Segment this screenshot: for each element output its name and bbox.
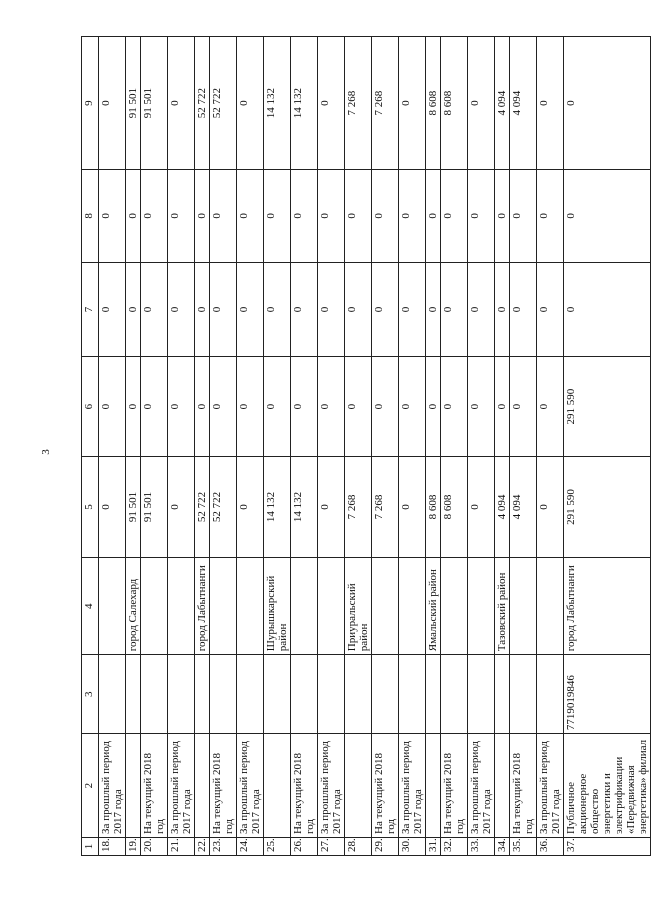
column-number-header (82, 37, 99, 856)
value-cell-5: 0 (318, 456, 345, 558)
value-cell-5: 52 722 (195, 456, 210, 558)
inn-cell (510, 655, 537, 734)
table-row (168, 37, 195, 856)
table-row (141, 37, 168, 856)
value-cell-5: 91 501 (126, 456, 141, 558)
period-cell: За прошлый период 2017 года (468, 734, 495, 838)
period-cell: На текущий 2018 год (372, 734, 399, 838)
territory-cell: Приуральский район (345, 558, 372, 655)
table-row (510, 37, 537, 856)
territory-cell (168, 558, 195, 655)
territory-cell: Ямальский район (426, 558, 441, 655)
value-cell-5: 14 132 (264, 456, 291, 558)
value-cell-5: 0 (99, 456, 126, 558)
row-number-cell: 21. (168, 837, 195, 855)
inn-cell (537, 655, 564, 734)
row-number-cell: 23. (210, 837, 237, 855)
inn-cell (237, 655, 264, 734)
inn-cell (399, 655, 426, 734)
period-cell: За прошлый период 2017 года (318, 734, 345, 838)
value-cell-5: 0 (537, 456, 564, 558)
header-cell: 4 (82, 558, 99, 655)
value-cell-6: 0 (168, 357, 195, 456)
table-row (468, 37, 495, 856)
value-cell-5: 52 722 (210, 456, 237, 558)
value-cell-6: 0 (345, 357, 372, 456)
value-cell-6: 0 (372, 357, 399, 456)
header-cell: 2 (82, 734, 99, 838)
value-cell-6: 0 (126, 357, 141, 456)
value-cell-7: 0 (264, 262, 291, 357)
row-number-cell: 25. (264, 837, 291, 855)
value-cell-9: 14 132 (264, 37, 291, 170)
territory-cell (399, 558, 426, 655)
value-cell-9: 52 722 (195, 37, 210, 170)
value-cell-8: 0 (168, 170, 195, 263)
inn-cell (318, 655, 345, 734)
territory-cell: город Салехард (126, 558, 141, 655)
value-cell-8: 0 (510, 170, 537, 263)
value-cell-9: 14 132 (291, 37, 318, 170)
inn-cell (426, 655, 441, 734)
inn-cell (345, 655, 372, 734)
table-row (441, 37, 468, 856)
value-cell-7: 0 (210, 262, 237, 357)
value-cell-7: 0 (537, 262, 564, 357)
period-cell: За прошлый период 2017 года (168, 734, 195, 838)
value-cell-7: 0 (141, 262, 168, 357)
value-cell-8: 0 (210, 170, 237, 263)
value-cell-7: 0 (510, 262, 537, 357)
value-cell-9: 0 (537, 37, 564, 170)
header-cell: 5 (82, 456, 99, 558)
territory-cell: город Лабытнанги (195, 558, 210, 655)
header-cell: 9 (82, 37, 99, 170)
territory-cell (210, 558, 237, 655)
value-cell-7: 0 (318, 262, 345, 357)
value-cell-5: 4 094 (495, 456, 510, 558)
value-cell-5: 291 590 (564, 456, 651, 558)
table-row (495, 37, 510, 856)
row-number-cell: 31. (426, 837, 441, 855)
period-cell: За прошлый период 2017 года (399, 734, 426, 838)
period-cell: За прошлый период 2017 года (99, 734, 126, 838)
row-number-cell: 36. (537, 837, 564, 855)
value-cell-6: 0 (441, 357, 468, 456)
value-cell-8: 0 (345, 170, 372, 263)
row-number-cell: 35. (510, 837, 537, 855)
period-cell: На текущий 2018 год (510, 734, 537, 838)
value-cell-8: 0 (399, 170, 426, 263)
value-cell-6: 0 (399, 357, 426, 456)
value-cell-7: 0 (399, 262, 426, 357)
value-cell-8: 0 (495, 170, 510, 263)
value-cell-9: 91 501 (126, 37, 141, 170)
value-cell-7: 0 (468, 262, 495, 357)
inn-cell (99, 655, 126, 734)
value-cell-9: 0 (564, 37, 651, 170)
value-cell-6: 0 (99, 357, 126, 456)
value-cell-9: 0 (318, 37, 345, 170)
inn-cell (468, 655, 495, 734)
value-cell-9: 52 722 (210, 37, 237, 170)
value-cell-8: 0 (99, 170, 126, 263)
header-cell: 3 (82, 655, 99, 734)
value-cell-9: 7 268 (372, 37, 399, 170)
value-cell-9: 8 608 (441, 37, 468, 170)
value-cell-8: 0 (264, 170, 291, 263)
rotated-table-container (81, 36, 649, 856)
period-cell: На текущий 2018 год (441, 734, 468, 838)
period-cell: На текущий 2018 год (141, 734, 168, 838)
header-cell: 1 (82, 837, 99, 855)
row-number-cell: 37. (564, 837, 651, 855)
table-row (99, 37, 126, 856)
value-cell-9: 4 094 (495, 37, 510, 170)
table-row (564, 37, 651, 856)
value-cell-6: 0 (195, 357, 210, 456)
row-number-cell: 20. (141, 837, 168, 855)
inn-cell: 7719019846 (564, 655, 651, 734)
table-row (195, 37, 210, 856)
row-number-cell: 30. (399, 837, 426, 855)
value-cell-5: 7 268 (345, 456, 372, 558)
value-cell-7: 0 (441, 262, 468, 357)
table-row (264, 37, 291, 856)
row-number-cell: 26. (291, 837, 318, 855)
value-cell-9: 0 (99, 37, 126, 170)
territory-cell (141, 558, 168, 655)
period-cell (126, 734, 141, 838)
territory-cell: Тазовский район (495, 558, 510, 655)
value-cell-6: 0 (495, 357, 510, 456)
period-cell (345, 734, 372, 838)
table-row (345, 37, 372, 856)
value-cell-5: 91 501 (141, 456, 168, 558)
value-cell-8: 0 (372, 170, 399, 263)
period-cell (264, 734, 291, 838)
value-cell-7: 0 (345, 262, 372, 357)
territory-cell (372, 558, 399, 655)
value-cell-8: 0 (441, 170, 468, 263)
table-row (126, 37, 141, 856)
value-cell-7: 0 (291, 262, 318, 357)
value-cell-8: 0 (468, 170, 495, 263)
table-row (537, 37, 564, 856)
row-number-cell: 28. (345, 837, 372, 855)
value-cell-7: 0 (237, 262, 264, 357)
inn-cell (264, 655, 291, 734)
value-cell-8: 0 (126, 170, 141, 263)
territory-cell (237, 558, 264, 655)
value-cell-7: 0 (99, 262, 126, 357)
value-cell-6: 0 (426, 357, 441, 456)
inn-cell (291, 655, 318, 734)
value-cell-7: 0 (168, 262, 195, 357)
value-cell-9: 0 (237, 37, 264, 170)
period-cell (495, 734, 510, 838)
value-cell-8: 0 (564, 170, 651, 263)
value-cell-9: 0 (399, 37, 426, 170)
territory-cell: город Лабытнанги (564, 558, 651, 655)
value-cell-7: 0 (126, 262, 141, 357)
value-cell-6: 0 (468, 357, 495, 456)
value-cell-7: 0 (426, 262, 441, 357)
table-row (399, 37, 426, 856)
value-cell-6: 0 (264, 357, 291, 456)
table-row (237, 37, 264, 856)
value-cell-8: 0 (291, 170, 318, 263)
value-cell-8: 0 (195, 170, 210, 263)
territory-cell (318, 558, 345, 655)
value-cell-5: 8 608 (426, 456, 441, 558)
inn-cell (141, 655, 168, 734)
value-cell-5: 0 (468, 456, 495, 558)
header-cell: 8 (82, 170, 99, 263)
row-number-cell: 29. (372, 837, 399, 855)
value-cell-5: 14 132 (291, 456, 318, 558)
value-cell-8: 0 (237, 170, 264, 263)
value-cell-9: 0 (168, 37, 195, 170)
period-cell: На текущий 2018 год (210, 734, 237, 838)
value-cell-9: 91 501 (141, 37, 168, 170)
row-number-cell: 34. (495, 837, 510, 855)
period-cell: На текущий 2018 год (291, 734, 318, 838)
value-cell-9: 7 268 (345, 37, 372, 170)
value-cell-7: 0 (495, 262, 510, 357)
period-cell (195, 734, 210, 838)
value-cell-5: 0 (168, 456, 195, 558)
table-row (318, 37, 345, 856)
territory-cell (99, 558, 126, 655)
value-cell-8: 0 (537, 170, 564, 263)
table-body (82, 37, 651, 856)
territory-cell (510, 558, 537, 655)
value-cell-6: 291 590 (564, 357, 651, 456)
inn-cell (126, 655, 141, 734)
value-cell-5: 4 094 (510, 456, 537, 558)
value-cell-6: 0 (291, 357, 318, 456)
value-cell-9: 0 (468, 37, 495, 170)
table-row (372, 37, 399, 856)
value-cell-5: 0 (237, 456, 264, 558)
territory-cell (468, 558, 495, 655)
inn-cell (195, 655, 210, 734)
value-cell-7: 0 (195, 262, 210, 357)
period-cell (426, 734, 441, 838)
row-number-cell: 27. (318, 837, 345, 855)
inn-cell (441, 655, 468, 734)
page-number: 3 (40, 449, 52, 455)
value-cell-7: 0 (564, 262, 651, 357)
value-cell-9: 8 608 (426, 37, 441, 170)
value-cell-6: 0 (510, 357, 537, 456)
period-cell: За прошлый период 2017 года (537, 734, 564, 838)
value-cell-6: 0 (237, 357, 264, 456)
value-cell-6: 0 (537, 357, 564, 456)
row-number-cell: 18. (99, 837, 126, 855)
inn-cell (168, 655, 195, 734)
period-cell: Публичное акционерное общество энергетики и электрификации «Передвижная энергетика» филиал (564, 734, 651, 838)
row-number-cell: 19. (126, 837, 141, 855)
value-cell-8: 0 (141, 170, 168, 263)
data-table (81, 36, 651, 856)
value-cell-6: 0 (141, 357, 168, 456)
value-cell-7: 0 (372, 262, 399, 357)
header-cell: 6 (82, 357, 99, 456)
header-cell: 7 (82, 262, 99, 357)
period-cell: За прошлый период 2017 года (237, 734, 264, 838)
row-number-cell: 22. (195, 837, 210, 855)
value-cell-8: 0 (318, 170, 345, 263)
territory-cell (537, 558, 564, 655)
territory-cell (291, 558, 318, 655)
value-cell-5: 8 608 (441, 456, 468, 558)
row-number-cell: 32. (441, 837, 468, 855)
table-row (426, 37, 441, 856)
row-number-cell: 33. (468, 837, 495, 855)
value-cell-8: 0 (426, 170, 441, 263)
territory-cell: Шурышкарский район (264, 558, 291, 655)
inn-cell (210, 655, 237, 734)
table-row (210, 37, 237, 856)
value-cell-5: 7 268 (372, 456, 399, 558)
value-cell-6: 0 (210, 357, 237, 456)
value-cell-9: 4 094 (510, 37, 537, 170)
table-row (291, 37, 318, 856)
inn-cell (495, 655, 510, 734)
value-cell-5: 0 (399, 456, 426, 558)
inn-cell (372, 655, 399, 734)
row-number-cell: 24. (237, 837, 264, 855)
value-cell-6: 0 (318, 357, 345, 456)
territory-cell (441, 558, 468, 655)
